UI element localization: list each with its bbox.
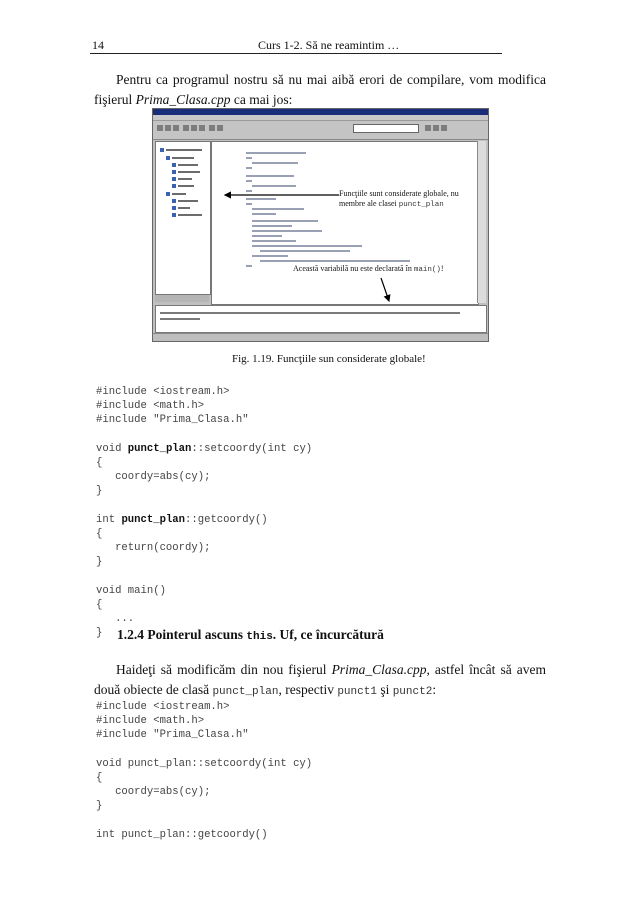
intro-filename: Prima_Clasa.cpp [135, 92, 231, 107]
code-line: void main() [96, 584, 166, 597]
callout-var-code: main() [413, 266, 441, 274]
callout-globals-line1: Funcţiile sunt considerate globale, nu [339, 189, 459, 198]
code-line: } [96, 627, 103, 640]
code-line: #include <iostream.h> [96, 701, 230, 713]
code-line: ::getcoordy() [185, 513, 268, 526]
callout-var-end: ! [440, 264, 444, 273]
intro-paragraph [94, 70, 546, 110]
code-line: ... [96, 613, 135, 626]
arrow-to-output [381, 278, 389, 301]
code-line: #include "Prima_Clasa.h" [96, 729, 249, 742]
para2-part4: şi [376, 682, 393, 697]
code-line: void punct_plan::setcoordy(int cy) [96, 757, 313, 770]
intro-text-after: ca mai jos: [230, 92, 293, 107]
header-rule [90, 53, 502, 54]
ide-screenshot-figure [152, 108, 489, 342]
section-number-title: 1.2.4 Pointerul ascuns [117, 627, 247, 642]
code-line: } [96, 800, 103, 813]
callout-globals-class: punct_plan [398, 201, 444, 209]
code-line: { [96, 599, 103, 612]
code-block-1 [96, 385, 312, 641]
callout-arrows [153, 109, 488, 341]
para2-obj1: punct1 [337, 686, 377, 698]
callout-var-text: Această variabilă nu este declarată în [293, 264, 414, 273]
page-number: 14 [92, 38, 104, 52]
code-line: { [96, 772, 103, 785]
section-title-rest: . Uf, ce încurcătură [272, 627, 384, 642]
code-line: { [96, 528, 103, 541]
code-block-2 [96, 700, 312, 842]
para2-part1: Haideţi să modificăm din nou fişierul [116, 662, 332, 677]
para2-part2: , astfel încât să avem două obiecte de clasă [94, 662, 547, 697]
code-line: } [96, 485, 103, 498]
code-line: ::setcoordy(int cy) [191, 442, 313, 455]
para2-part5: : [432, 682, 437, 697]
para2-filename: Prima_Clasa.cpp [331, 662, 427, 677]
code-line: void [96, 442, 128, 455]
code-line: int punct_plan::getcoordy() [96, 828, 268, 841]
code-class-name: punct_plan [121, 513, 186, 526]
section-keyword: this [246, 631, 273, 643]
code-line: coordy=abs(cy); [96, 786, 211, 799]
intro-text-before: Pentru ca programul nostru să nu mai aibă erori de compilare, vom modifica fişierul [94, 72, 546, 107]
figure-caption: Fig. 1.19. Funcţiile sun considerate globale! [232, 353, 426, 365]
code-line: return(coordy); [96, 542, 211, 555]
para2-class-name: punct_plan [212, 686, 279, 698]
para2-part3: , respectiv [278, 682, 338, 697]
code-line: #include <math.h> [96, 400, 205, 413]
code-line: coordy=abs(cy); [96, 471, 211, 484]
code-line: } [96, 556, 103, 569]
code-line: { [96, 457, 103, 470]
code-line: #include <math.h> [96, 715, 205, 728]
para2-obj2: punct2 [392, 686, 433, 698]
code-line: #include "Prima_Clasa.h" [96, 414, 249, 427]
code-class-name: punct_plan [127, 442, 192, 455]
paragraph-2 [94, 660, 546, 702]
callout-globals-line2: membre ale clasei [339, 199, 399, 208]
code-line: #include <iostream.h> [96, 386, 230, 398]
running-title: Curs 1-2. Să ne reamintim … [258, 38, 400, 52]
code-line: int [96, 513, 122, 526]
section-title [117, 627, 384, 643]
